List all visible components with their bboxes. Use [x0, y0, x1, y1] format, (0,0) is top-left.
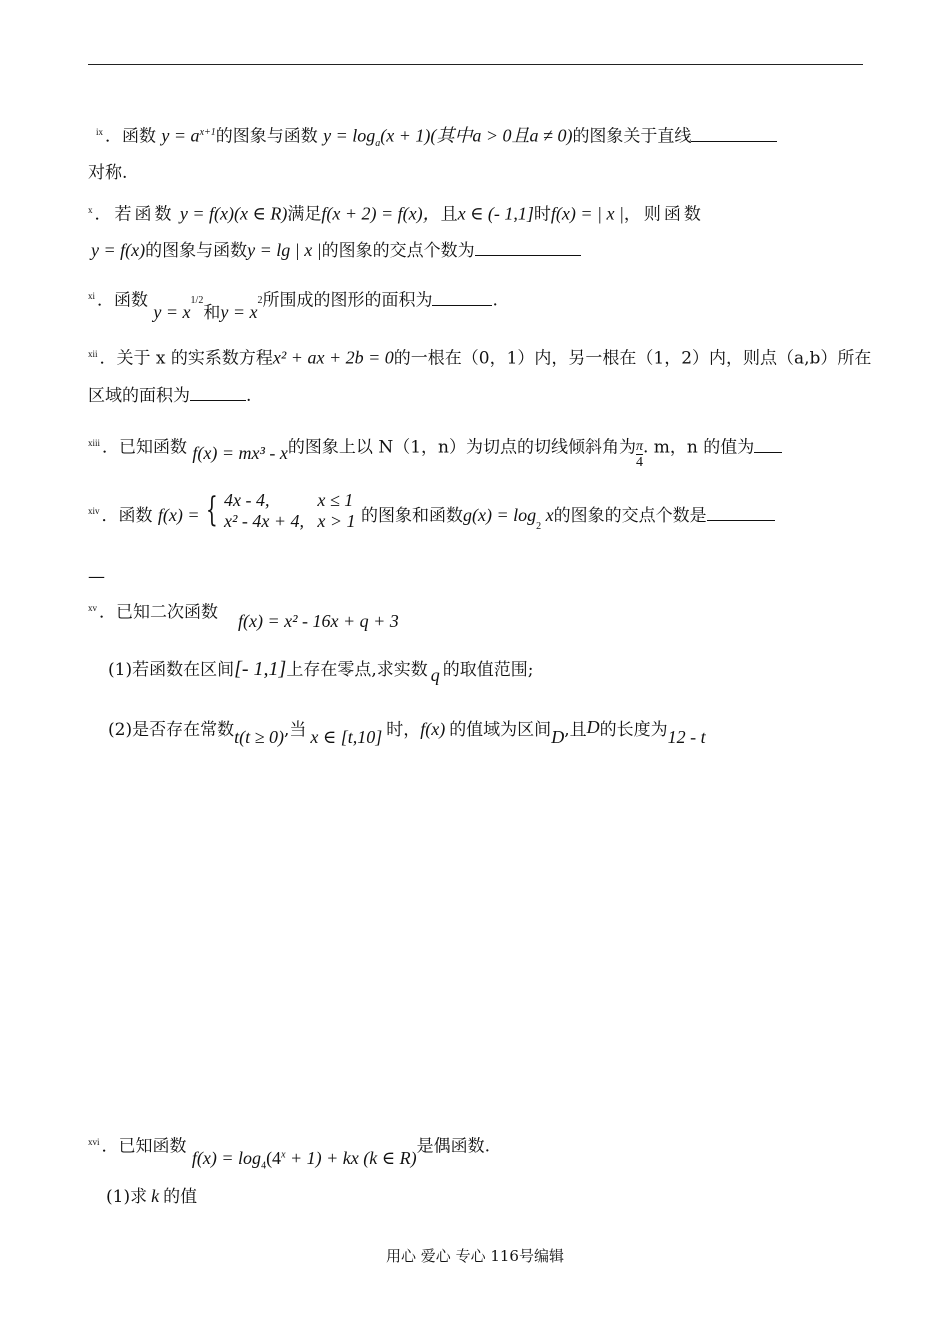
- question-number: ix: [96, 127, 104, 137]
- question-xv-function: f(x) = x² - 16x + q + 3: [238, 611, 399, 631]
- answer-blank: [691, 125, 777, 142]
- piecewise-conditions: x ≤ 1 x > 1: [317, 490, 356, 531]
- question-xv-line1: $^{xv}$ ．已知二次函数: [88, 602, 218, 623]
- question-xi-line1: $^{xi}$ ．函数 $y = x^{1/2}$和$y = x^2$所围成的图形的面积为 .: [88, 290, 498, 323]
- brace: {: [205, 490, 218, 530]
- answer-blank: [190, 384, 246, 401]
- question-xii-line2: 区域的面积为 .: [88, 386, 252, 406]
- question-number: xv: [88, 603, 97, 613]
- question-xvi-part1: (1)求 k 的值: [106, 1186, 198, 1207]
- question-ix-line1: $^{ix}$ ．函数 $y = a^{x+1}$的图象与函数 $y = \log_a(x + 1)$(其中a > 0且a ≠ 0)的图象关于直线: [88, 121, 777, 155]
- question-x-line2: y = f(x)的图象与函数y = lg | x |的图象的交点个数为: [88, 239, 581, 262]
- question-xv-part2: (2)是否存在常数t(t ≥ 0),当 x ∈ [t,10] 时，f(x) 的值域为区间D,且D的长度为12 - t: [108, 717, 706, 747]
- question-xii-line1: $^{xii}$ ．关于 x 的实系数方程x² + ax + 2b = 0的一根在（0，1）内，另一根在（1，2）内，则点（a,b）所在: [88, 347, 872, 369]
- question-xvi-line1: $^{xvi}$ ．已知函数 $f(x) = \log_4(4^x + 1)$ + kx (k ∈ R)是偶函数.: [88, 1136, 490, 1172]
- question-number: x: [88, 205, 93, 215]
- question-xiii-line1: $^{xiii}$ ．已知函数 f(x) = mx³ - x的图象上以 N（1，n）为切点的切线倾斜角为 $\frac{\pi}{4}$ . m，n 的值为: [88, 432, 782, 464]
- answer-blank: [707, 504, 775, 521]
- question-number: xiv: [88, 506, 100, 516]
- header-rule: [88, 64, 863, 65]
- question-xvi-function: $f(x) = \log_4(4^x + 1)$ + kx (k ∈ R): [191, 1147, 417, 1172]
- page-footer: 用心 爱心 专心 116号编辑: [386, 1247, 564, 1265]
- question-xiv-line1: $^{xiv}$ ．函数 f(x) = { 4x - 4, x² - 4x + 4, x ≤ 1 x > 1 的图象和函数$g(x) = \log_2 x$的图象的交点个数是: [88, 490, 775, 536]
- question-ix-line2: 对称.: [88, 163, 128, 183]
- question-xv-part1: (1)若函数在区间[- 1,1]上存在零点,求实数 q 的取值范围;: [108, 658, 534, 685]
- question-number: xi: [88, 291, 96, 301]
- question-x-line1: $^x$ ．若函数 y = f(x)(x ∈ R)满足f(x + 2) = f(x)，且x ∈ (- 1,1]时f(x) = | x |，则函数: [88, 203, 704, 225]
- answer-blank: [475, 239, 581, 256]
- question-number: xii: [88, 349, 98, 359]
- question-xiv-line2: —: [88, 567, 105, 587]
- answer-blank: [432, 289, 492, 306]
- piecewise-cases: 4x - 4, x² - 4x + 4,: [224, 490, 305, 531]
- fraction-pi-over-4: $\frac{\pi}{4}$: [635, 438, 643, 470]
- question-number: xvi: [88, 1137, 100, 1147]
- question-number: xiii: [88, 438, 101, 448]
- answer-blank: [754, 436, 782, 453]
